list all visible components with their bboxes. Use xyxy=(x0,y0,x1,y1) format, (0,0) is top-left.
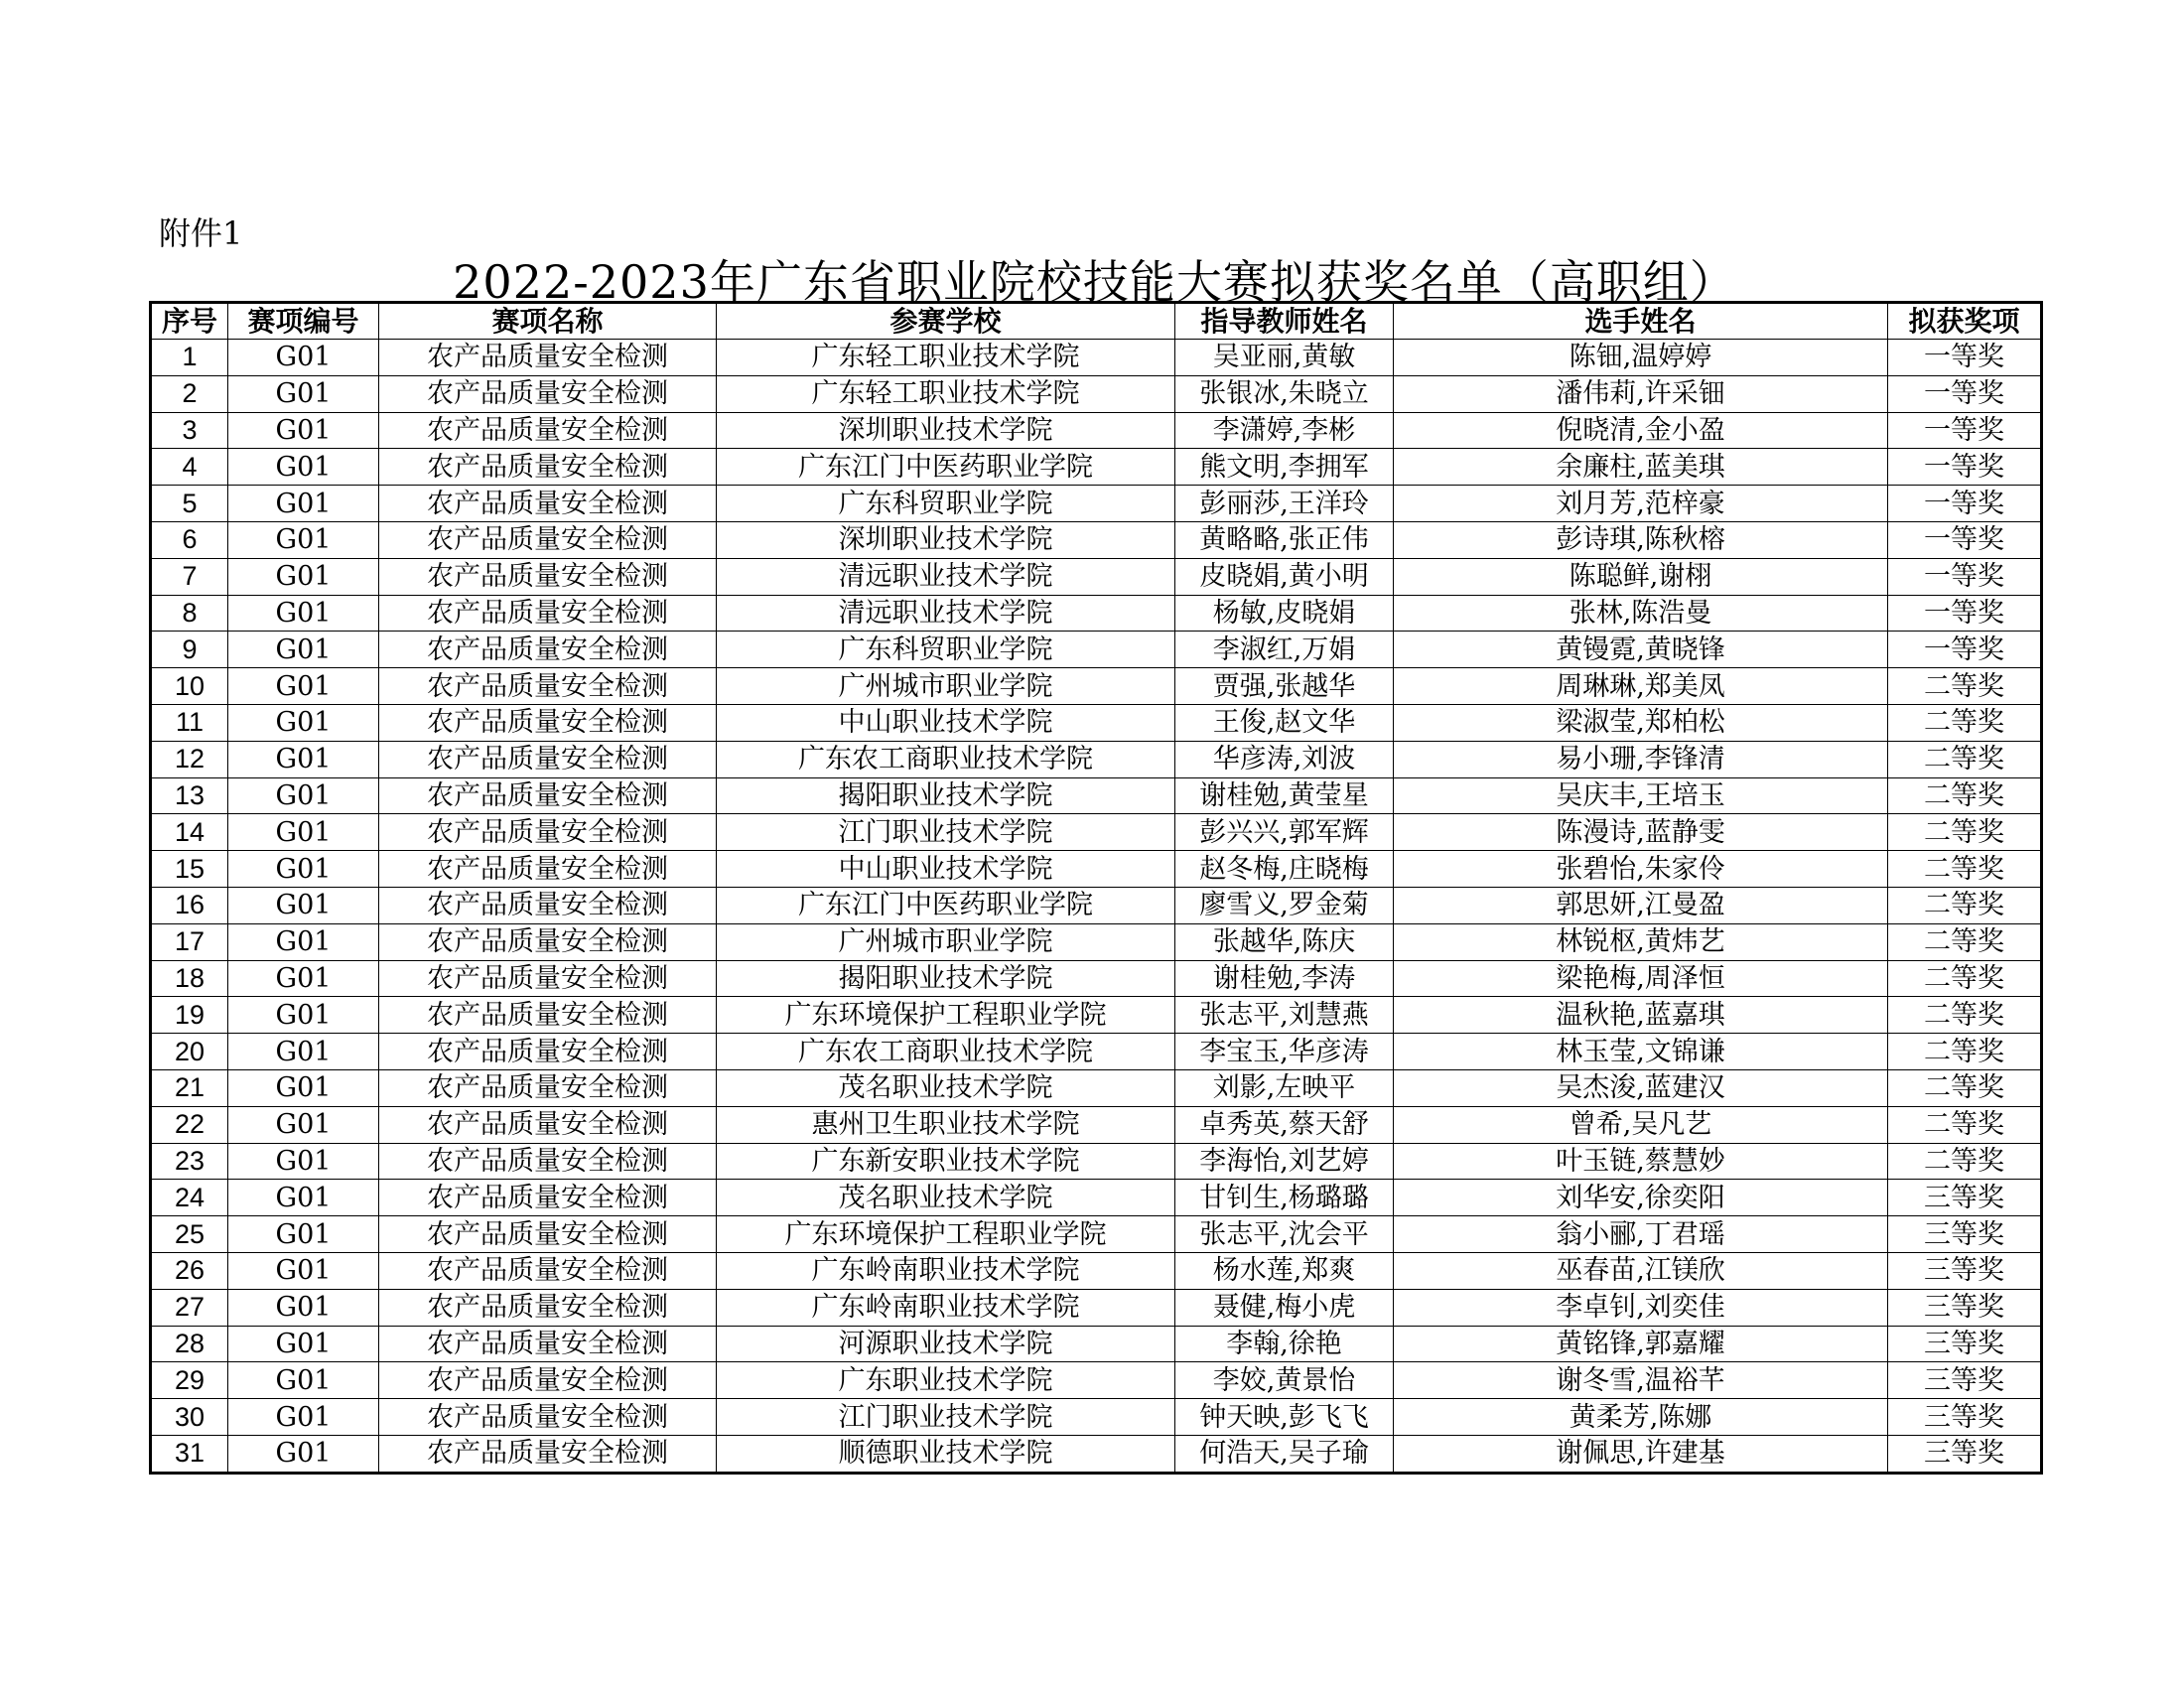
cell-event-name: 农产品质量安全检测 xyxy=(379,997,717,1034)
cell-event-name: 农产品质量安全检测 xyxy=(379,704,717,741)
cell-event-code: G01 xyxy=(228,960,379,997)
cell-event-name: 农产品质量安全检测 xyxy=(379,1435,717,1473)
cell-event-name: 农产品质量安全检测 xyxy=(379,1289,717,1326)
table-row xyxy=(151,1399,2042,1436)
table-row xyxy=(151,632,2042,668)
cell-award: 二等奖 xyxy=(1888,704,2042,741)
cell-school: 中山职业技术学院 xyxy=(717,704,1175,741)
table-row xyxy=(151,960,2042,997)
cell-school: 江门职业技术学院 xyxy=(717,1399,1175,1436)
award-list-table xyxy=(149,301,2043,1475)
header-contestants: 选手姓名 xyxy=(1394,303,1888,340)
cell-event-name: 农产品质量安全检测 xyxy=(379,1252,717,1289)
cell-index: 20 xyxy=(151,1034,228,1070)
cell-teachers: 聂健,梅小虎 xyxy=(1175,1289,1394,1326)
cell-award: 一等奖 xyxy=(1888,486,2042,522)
cell-school: 清远职业技术学院 xyxy=(717,595,1175,632)
cell-event-name: 农产品质量安全检测 xyxy=(379,1326,717,1362)
cell-school: 广东轻工职业技术学院 xyxy=(717,340,1175,376)
cell-contestants: 林锐枢,黄炜艺 xyxy=(1394,923,1888,960)
cell-index: 31 xyxy=(151,1435,228,1473)
cell-event-name: 农产品质量安全检测 xyxy=(379,814,717,851)
cell-school: 中山职业技术学院 xyxy=(717,851,1175,888)
cell-event-code: G01 xyxy=(228,1180,379,1216)
cell-contestants: 余廉柱,蓝美琪 xyxy=(1394,449,1888,486)
cell-teachers: 李淑红,万娟 xyxy=(1175,632,1394,668)
cell-event-name: 农产品质量安全检测 xyxy=(379,1106,717,1143)
cell-event-code: G01 xyxy=(228,923,379,960)
cell-contestants: 吴杰浚,蓝建汉 xyxy=(1394,1069,1888,1106)
table-row xyxy=(151,340,2042,376)
cell-index: 19 xyxy=(151,997,228,1034)
cell-school: 广东科贸职业学院 xyxy=(717,486,1175,522)
cell-award: 一等奖 xyxy=(1888,375,2042,412)
cell-event-name: 农产品质量安全检测 xyxy=(379,923,717,960)
cell-event-code: G01 xyxy=(228,814,379,851)
cell-contestants: 张林,陈浩曼 xyxy=(1394,595,1888,632)
cell-teachers: 廖雪义,罗金菊 xyxy=(1175,887,1394,923)
cell-teachers: 甘钊生,杨璐璐 xyxy=(1175,1180,1394,1216)
cell-event-name: 农产品质量安全检测 xyxy=(379,375,717,412)
table-row xyxy=(151,814,2042,851)
cell-award: 二等奖 xyxy=(1888,960,2042,997)
cell-event-code: G01 xyxy=(228,1143,379,1180)
cell-teachers: 李翰,徐艳 xyxy=(1175,1326,1394,1362)
table-row xyxy=(151,1180,2042,1216)
cell-award: 二等奖 xyxy=(1888,777,2042,814)
cell-contestants: 张碧怡,朱家伶 xyxy=(1394,851,1888,888)
table-row xyxy=(151,997,2042,1034)
cell-event-name: 农产品质量安全检测 xyxy=(379,851,717,888)
cell-index: 21 xyxy=(151,1069,228,1106)
cell-index: 26 xyxy=(151,1252,228,1289)
cell-index: 3 xyxy=(151,412,228,449)
cell-award: 二等奖 xyxy=(1888,1143,2042,1180)
cell-event-name: 农产品质量安全检测 xyxy=(379,668,717,705)
cell-event-code: G01 xyxy=(228,1435,379,1473)
cell-teachers: 钟天映,彭飞飞 xyxy=(1175,1399,1394,1436)
table-row xyxy=(151,1435,2042,1473)
cell-teachers: 刘影,左映平 xyxy=(1175,1069,1394,1106)
cell-school: 广东江门中医药职业学院 xyxy=(717,887,1175,923)
cell-award: 二等奖 xyxy=(1888,741,2042,777)
cell-contestants: 温秋艳,蓝嘉琪 xyxy=(1394,997,1888,1034)
cell-event-name: 农产品质量安全检测 xyxy=(379,412,717,449)
cell-school: 广东农工商职业技术学院 xyxy=(717,741,1175,777)
cell-event-name: 农产品质量安全检测 xyxy=(379,1180,717,1216)
cell-index: 15 xyxy=(151,851,228,888)
cell-teachers: 何浩天,吴子瑜 xyxy=(1175,1435,1394,1473)
cell-event-name: 农产品质量安全检测 xyxy=(379,558,717,595)
cell-school: 广州城市职业学院 xyxy=(717,923,1175,960)
table-row xyxy=(151,1216,2042,1253)
cell-school: 顺德职业技术学院 xyxy=(717,1435,1175,1473)
cell-contestants: 周琳琳,郑美凤 xyxy=(1394,668,1888,705)
cell-award: 三等奖 xyxy=(1888,1289,2042,1326)
table-row xyxy=(151,1106,2042,1143)
cell-contestants: 陈钿,温婷婷 xyxy=(1394,340,1888,376)
table-row xyxy=(151,704,2042,741)
cell-event-name: 农产品质量安全检测 xyxy=(379,521,717,558)
cell-event-code: G01 xyxy=(228,340,379,376)
table-row xyxy=(151,741,2042,777)
cell-school: 广州城市职业学院 xyxy=(717,668,1175,705)
cell-school: 惠州卫生职业技术学院 xyxy=(717,1106,1175,1143)
cell-school: 广东新安职业技术学院 xyxy=(717,1143,1175,1180)
cell-contestants: 翁小郦,丁君瑶 xyxy=(1394,1216,1888,1253)
cell-index: 1 xyxy=(151,340,228,376)
cell-event-name: 农产品质量安全检测 xyxy=(379,887,717,923)
cell-index: 10 xyxy=(151,668,228,705)
table-row xyxy=(151,1326,2042,1362)
cell-teachers: 张志平,沈会平 xyxy=(1175,1216,1394,1253)
cell-event-code: G01 xyxy=(228,1216,379,1253)
cell-index: 23 xyxy=(151,1143,228,1180)
cell-award: 三等奖 xyxy=(1888,1435,2042,1473)
table-row xyxy=(151,668,2042,705)
cell-school: 茂名职业技术学院 xyxy=(717,1069,1175,1106)
cell-index: 28 xyxy=(151,1326,228,1362)
cell-teachers: 贾强,张越华 xyxy=(1175,668,1394,705)
cell-award: 二等奖 xyxy=(1888,1106,2042,1143)
cell-contestants: 陈漫诗,蓝静雯 xyxy=(1394,814,1888,851)
cell-teachers: 李潇婷,李彬 xyxy=(1175,412,1394,449)
cell-school: 广东岭南职业技术学院 xyxy=(717,1289,1175,1326)
cell-contestants: 吴庆丰,王培玉 xyxy=(1394,777,1888,814)
cell-event-code: G01 xyxy=(228,1399,379,1436)
cell-award: 二等奖 xyxy=(1888,1069,2042,1106)
cell-award: 一等奖 xyxy=(1888,449,2042,486)
table-row xyxy=(151,887,2042,923)
cell-event-code: G01 xyxy=(228,1252,379,1289)
cell-contestants: 倪晓清,金小盈 xyxy=(1394,412,1888,449)
cell-contestants: 刘月芳,范梓豪 xyxy=(1394,486,1888,522)
cell-award: 二等奖 xyxy=(1888,1034,2042,1070)
header-event-code: 赛项编号 xyxy=(228,303,379,340)
cell-award: 二等奖 xyxy=(1888,887,2042,923)
cell-school: 广东环境保护工程职业学院 xyxy=(717,1216,1175,1253)
cell-event-code: G01 xyxy=(228,521,379,558)
cell-event-code: G01 xyxy=(228,486,379,522)
cell-teachers: 李姣,黄景怡 xyxy=(1175,1362,1394,1399)
cell-school: 广东科贸职业学院 xyxy=(717,632,1175,668)
cell-event-name: 农产品质量安全检测 xyxy=(379,449,717,486)
header-award: 拟获奖项 xyxy=(1888,303,2042,340)
cell-award: 三等奖 xyxy=(1888,1362,2042,1399)
cell-school: 广东环境保护工程职业学院 xyxy=(717,997,1175,1034)
cell-award: 三等奖 xyxy=(1888,1326,2042,1362)
table-row xyxy=(151,1289,2042,1326)
cell-teachers: 华彦涛,刘波 xyxy=(1175,741,1394,777)
table-row xyxy=(151,1143,2042,1180)
cell-school: 江门职业技术学院 xyxy=(717,814,1175,851)
cell-school: 广东农工商职业技术学院 xyxy=(717,1034,1175,1070)
table-row xyxy=(151,777,2042,814)
cell-teachers: 吴亚丽,黄敏 xyxy=(1175,340,1394,376)
cell-contestants: 彭诗琪,陈秋榕 xyxy=(1394,521,1888,558)
cell-event-name: 农产品质量安全检测 xyxy=(379,741,717,777)
cell-index: 5 xyxy=(151,486,228,522)
table-row xyxy=(151,923,2042,960)
document-title: 2022-2023年广东省职业院校技能大赛拟获奖名单（高职组） xyxy=(453,255,1736,309)
table-row xyxy=(151,1034,2042,1070)
cell-school: 深圳职业技术学院 xyxy=(717,521,1175,558)
cell-event-name: 农产品质量安全检测 xyxy=(379,486,717,522)
cell-contestants: 林玉莹,文锦谦 xyxy=(1394,1034,1888,1070)
cell-index: 6 xyxy=(151,521,228,558)
cell-event-name: 农产品质量安全检测 xyxy=(379,1216,717,1253)
cell-event-code: G01 xyxy=(228,1106,379,1143)
cell-school: 深圳职业技术学院 xyxy=(717,412,1175,449)
cell-teachers: 张银冰,朱晓立 xyxy=(1175,375,1394,412)
attachment-label: 附件1 xyxy=(159,214,243,252)
cell-event-name: 农产品质量安全检测 xyxy=(379,777,717,814)
header-teachers: 指导教师姓名 xyxy=(1175,303,1394,340)
cell-school: 广东轻工职业技术学院 xyxy=(717,375,1175,412)
cell-event-code: G01 xyxy=(228,741,379,777)
cell-teachers: 皮晓娟,黄小明 xyxy=(1175,558,1394,595)
cell-contestants: 曾希,吴凡艺 xyxy=(1394,1106,1888,1143)
table-row xyxy=(151,558,2042,595)
cell-event-code: G01 xyxy=(228,1034,379,1070)
header-index: 序号 xyxy=(151,303,228,340)
cell-event-code: G01 xyxy=(228,449,379,486)
cell-event-code: G01 xyxy=(228,412,379,449)
cell-event-code: G01 xyxy=(228,1289,379,1326)
cell-event-name: 农产品质量安全检测 xyxy=(379,1362,717,1399)
cell-index: 30 xyxy=(151,1399,228,1436)
cell-index: 7 xyxy=(151,558,228,595)
cell-event-code: G01 xyxy=(228,887,379,923)
cell-award: 三等奖 xyxy=(1888,1216,2042,1253)
header-event-name: 赛项名称 xyxy=(379,303,717,340)
cell-index: 14 xyxy=(151,814,228,851)
cell-event-code: G01 xyxy=(228,1362,379,1399)
cell-event-code: G01 xyxy=(228,632,379,668)
cell-contestants: 梁淑莹,郑柏松 xyxy=(1394,704,1888,741)
cell-event-name: 农产品质量安全检测 xyxy=(379,1034,717,1070)
table-row xyxy=(151,1362,2042,1399)
cell-index: 29 xyxy=(151,1362,228,1399)
cell-event-name: 农产品质量安全检测 xyxy=(379,595,717,632)
cell-event-code: G01 xyxy=(228,595,379,632)
cell-index: 24 xyxy=(151,1180,228,1216)
cell-contestants: 郭思妍,江曼盈 xyxy=(1394,887,1888,923)
cell-event-name: 农产品质量安全检测 xyxy=(379,1143,717,1180)
cell-teachers: 李宝玉,华彦涛 xyxy=(1175,1034,1394,1070)
cell-event-name: 农产品质量安全检测 xyxy=(379,632,717,668)
cell-event-name: 农产品质量安全检测 xyxy=(379,1069,717,1106)
cell-award: 一等奖 xyxy=(1888,412,2042,449)
cell-contestants: 叶玉链,蔡慧妙 xyxy=(1394,1143,1888,1180)
cell-contestants: 黄铭锋,郭嘉耀 xyxy=(1394,1326,1888,1362)
table-header-row xyxy=(151,303,2042,340)
cell-index: 22 xyxy=(151,1106,228,1143)
cell-event-code: G01 xyxy=(228,997,379,1034)
cell-index: 18 xyxy=(151,960,228,997)
cell-event-code: G01 xyxy=(228,558,379,595)
cell-event-code: G01 xyxy=(228,777,379,814)
cell-award: 二等奖 xyxy=(1888,997,2042,1034)
cell-award: 三等奖 xyxy=(1888,1180,2042,1216)
cell-award: 二等奖 xyxy=(1888,814,2042,851)
cell-award: 二等奖 xyxy=(1888,923,2042,960)
cell-award: 一等奖 xyxy=(1888,558,2042,595)
cell-index: 11 xyxy=(151,704,228,741)
table-body xyxy=(151,340,2042,1474)
cell-school: 河源职业技术学院 xyxy=(717,1326,1175,1362)
cell-teachers: 李海怡,刘艺婷 xyxy=(1175,1143,1394,1180)
cell-index: 8 xyxy=(151,595,228,632)
cell-event-code: G01 xyxy=(228,704,379,741)
cell-index: 17 xyxy=(151,923,228,960)
cell-contestants: 李卓钊,刘奕佳 xyxy=(1394,1289,1888,1326)
cell-award: 一等奖 xyxy=(1888,595,2042,632)
cell-index: 12 xyxy=(151,741,228,777)
cell-index: 16 xyxy=(151,887,228,923)
cell-index: 4 xyxy=(151,449,228,486)
cell-index: 13 xyxy=(151,777,228,814)
cell-award: 三等奖 xyxy=(1888,1399,2042,1436)
cell-teachers: 杨水莲,郑爽 xyxy=(1175,1252,1394,1289)
cell-school: 清远职业技术学院 xyxy=(717,558,1175,595)
header-school: 参赛学校 xyxy=(717,303,1175,340)
cell-teachers: 熊文明,李拥军 xyxy=(1175,449,1394,486)
cell-index: 2 xyxy=(151,375,228,412)
cell-event-name: 农产品质量安全检测 xyxy=(379,340,717,376)
cell-teachers: 张志平,刘慧燕 xyxy=(1175,997,1394,1034)
cell-teachers: 谢桂勉,李涛 xyxy=(1175,960,1394,997)
table-row xyxy=(151,595,2042,632)
cell-event-code: G01 xyxy=(228,1069,379,1106)
cell-index: 25 xyxy=(151,1216,228,1253)
cell-teachers: 张越华,陈庆 xyxy=(1175,923,1394,960)
cell-contestants: 黄镘霓,黄晓锋 xyxy=(1394,632,1888,668)
cell-school: 广东岭南职业技术学院 xyxy=(717,1252,1175,1289)
cell-contestants: 谢佩思,许建基 xyxy=(1394,1435,1888,1473)
cell-teachers: 黄略略,张正伟 xyxy=(1175,521,1394,558)
cell-event-code: G01 xyxy=(228,851,379,888)
cell-event-name: 农产品质量安全检测 xyxy=(379,960,717,997)
cell-award: 一等奖 xyxy=(1888,632,2042,668)
cell-contestants: 谢冬雪,温裕芊 xyxy=(1394,1362,1888,1399)
table-row xyxy=(151,1069,2042,1106)
table-row xyxy=(151,449,2042,486)
cell-school: 广东江门中医药职业学院 xyxy=(717,449,1175,486)
cell-contestants: 刘华安,徐奕阳 xyxy=(1394,1180,1888,1216)
cell-contestants: 陈聪鲜,谢栩 xyxy=(1394,558,1888,595)
table-row xyxy=(151,486,2042,522)
table-row xyxy=(151,1252,2042,1289)
cell-teachers: 王俊,赵文华 xyxy=(1175,704,1394,741)
cell-contestants: 黄柔芳,陈娜 xyxy=(1394,1399,1888,1436)
cell-event-code: G01 xyxy=(228,668,379,705)
cell-school: 茂名职业技术学院 xyxy=(717,1180,1175,1216)
cell-teachers: 彭丽莎,王洋玲 xyxy=(1175,486,1394,522)
cell-teachers: 卓秀英,蔡天舒 xyxy=(1175,1106,1394,1143)
cell-event-name: 农产品质量安全检测 xyxy=(379,1399,717,1436)
cell-teachers: 彭兴兴,郭军辉 xyxy=(1175,814,1394,851)
cell-teachers: 赵冬梅,庄晓梅 xyxy=(1175,851,1394,888)
cell-school: 揭阳职业技术学院 xyxy=(717,960,1175,997)
cell-teachers: 杨敏,皮晓娟 xyxy=(1175,595,1394,632)
table-row xyxy=(151,521,2042,558)
table-row xyxy=(151,375,2042,412)
cell-school: 广东职业技术学院 xyxy=(717,1362,1175,1399)
cell-award: 二等奖 xyxy=(1888,668,2042,705)
cell-index: 27 xyxy=(151,1289,228,1326)
cell-contestants: 巫春苗,江镁欣 xyxy=(1394,1252,1888,1289)
cell-event-code: G01 xyxy=(228,1326,379,1362)
table-row xyxy=(151,412,2042,449)
cell-contestants: 潘伟莉,许采钿 xyxy=(1394,375,1888,412)
cell-award: 一等奖 xyxy=(1888,521,2042,558)
cell-event-code: G01 xyxy=(228,375,379,412)
cell-teachers: 谢桂勉,黄莹星 xyxy=(1175,777,1394,814)
table-row xyxy=(151,851,2042,888)
cell-contestants: 梁艳梅,周泽恒 xyxy=(1394,960,1888,997)
cell-contestants: 易小珊,李锋清 xyxy=(1394,741,1888,777)
cell-award: 一等奖 xyxy=(1888,340,2042,376)
cell-award: 三等奖 xyxy=(1888,1252,2042,1289)
cell-index: 9 xyxy=(151,632,228,668)
cell-award: 二等奖 xyxy=(1888,851,2042,888)
cell-school: 揭阳职业技术学院 xyxy=(717,777,1175,814)
